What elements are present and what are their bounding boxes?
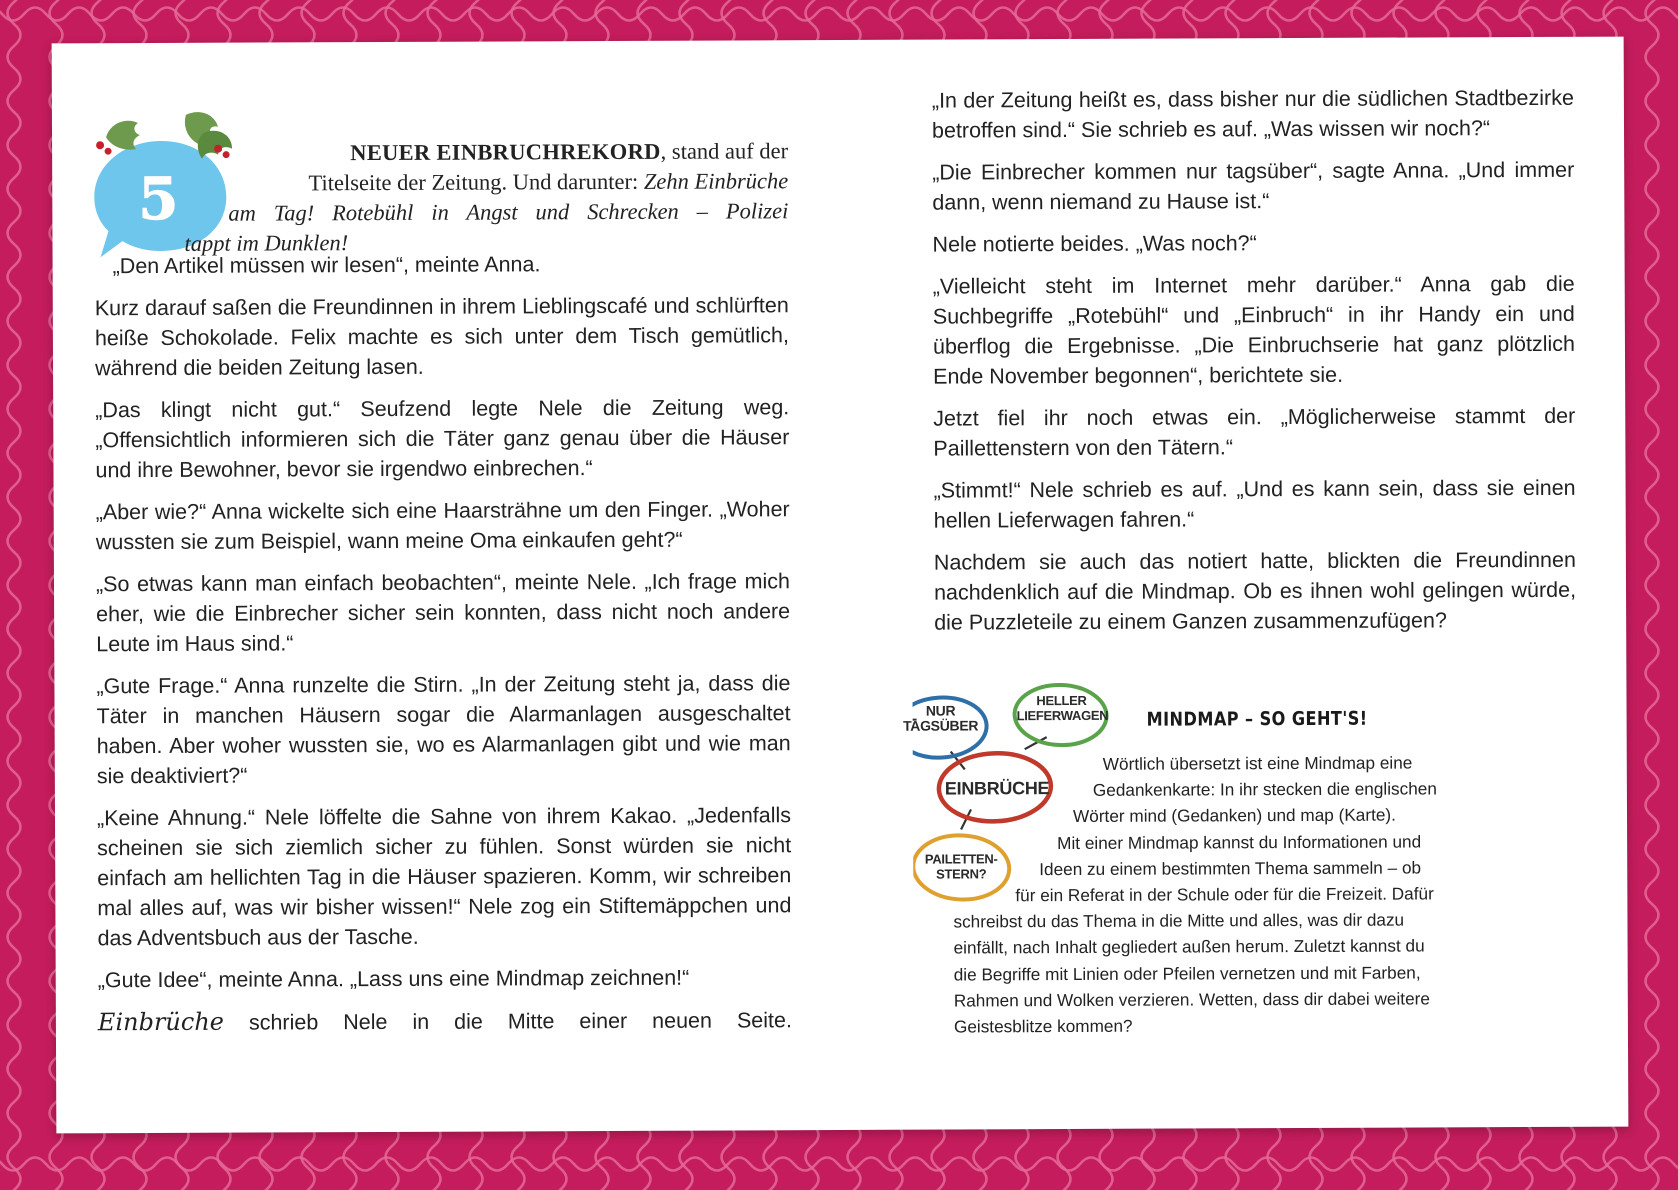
left-page-column	[94, 86, 792, 1050]
mm-line: Ideen zu einem bestimmten Thema sammeln – ob	[1039, 857, 1422, 879]
mm-line: Geistesblitze kommen?	[953, 1015, 1133, 1037]
script-word: Einbrüche	[97, 1007, 225, 1037]
mindmap-node-nur-tagsueber	[901, 703, 981, 733]
paragraph: „Vielleicht steht im Internet mehr darüber.“ Anna gab die Suchbegriffe „Rotebühl“ und „Einbruch“ in ihr Handy ein und überflog die Ergebnisse. „Die Einbruchserie hat ganz plötzlich Ende November begonnen“, berichtete sie.	[932, 271, 1576, 389]
mm-line: die Begriffe mit Linien oder Pfeilen vernetzen und mit Farben,	[953, 962, 1421, 985]
mm-line: einfällt, nach Inhalt gegliedert außen herum. Zuletzt kannst du	[953, 935, 1425, 958]
paragraph: „Gute Frage.“ Anna runzelte die Stirn. „In der Zeitung steht ja, dass die Täter in manchen Häusern sogar die Alarmanlagen ausgeschaltet haben. Aber woher wussten sie, wo es Alarmanlagen gibt und wie man sie deaktiviert?“	[96, 671, 791, 789]
paragraph: Nele notierte beides. „Was noch?“	[932, 231, 1257, 257]
intro-italic-1: Zehn Einbrüche	[643, 168, 789, 194]
intro-text	[228, 136, 788, 228]
paragraph: Kurz darauf saßen die Freundinnen in ihrem Lieblingscafé und schlürften heiße Schokolade. Felix machte es sich unter dem Tisch gemütlich, während die beiden Zeitung lasen.	[94, 293, 789, 381]
paragraph: „Die Einbrecher kommen nur tagsüber“, sagte Anna. „Und immer dann, wenn niemand zu Hause ist.“	[932, 157, 1575, 215]
paragraph: „Den Artikel müssen wir lesen“, meinte Anna.	[112, 252, 541, 279]
paragraph: „Keine Ahnung.“ Nele löffelte die Sahne von ihrem Kakao. „Jedenfalls scheinen sie sich ziemlich sicher zu fühlen. Sonst würden sie nicht einfach am hellichten Tag in die Häuser spazieren. Komm, wir schreiben mal alles auf, was wir bisher wissen!“ Nele zog ein Stiftemäppchen und das Adventsbuch aus der Tasche.	[96, 803, 792, 951]
node-line: STERN?	[936, 866, 987, 882]
wave-line	[1646, 0, 1659, 1190]
node-line: TAGSÜBER	[903, 717, 979, 734]
intro-italic-2: am Tag! Rotebühl in Angst und Schrecken – Polizei	[228, 198, 789, 226]
mindmap-node-heller-lieferwagen	[1016, 692, 1109, 724]
book-page-spread	[52, 37, 1629, 1134]
node-line: PAILETTEN-	[924, 851, 998, 867]
wave-line	[8, 0, 21, 1190]
mm-line: schreibst du das Thema in die Mitte und alles, was dir dazu	[953, 909, 1405, 932]
chapter-number: 5	[137, 164, 179, 234]
mindmap-explanation	[953, 749, 1494, 1040]
headline: NEUER EINBRUCHREKORD	[350, 138, 661, 166]
mm-line: Mit einer Mindmap kannst du Informationen und	[1057, 831, 1422, 853]
mm-line: Gedankenkarte: In ihr stecken die englischen	[1092, 778, 1437, 801]
node-line: HELLER	[1036, 692, 1087, 709]
paragraph: Nachdem sie auch das notiert hatte, blickten die Freundinnen nachdenklich auf die Mindmap. Ob es ihnen wohl gelingen würde, die Puzzleteile zu einem Ganzen zusammenzufügen?	[933, 547, 1577, 635]
chapter-intro	[94, 86, 789, 256]
mindmap-infobox	[903, 677, 1574, 1060]
right-page-column	[932, 83, 1576, 650]
wave-line	[0, 8, 1678, 21]
intro-italic-3: tappt im Dunklen!	[184, 230, 349, 256]
paragraph: „Das klingt nicht gut.“ Seufzend legte Nele die Zeitung weg. „Offensichtlich informieren sich die Täter ganz genau über die Häuser und ihre Bewohner, bevor sie irgendwo einbrechen.“	[95, 395, 790, 483]
paragraph: „So etwas kann man einfach beobachten“, meinte Nele. „Ich frage mich eher, wie die Einbrecher sicher sein konnten, dass nicht noch andere Leute im Haus sind.“	[95, 569, 791, 657]
intro-line2-prefix: Titelseite der Zeitung. Und darunter:	[308, 168, 644, 196]
wave-line	[0, 1158, 1678, 1171]
mm-line: für ein Referat in der Schule oder für die Freizeit. Dafür	[1015, 883, 1434, 906]
mm-line: Wörtlich übersetzt ist eine Mindmap eine	[1102, 752, 1413, 774]
paragraph: „Gute Idee“, meinte Anna. „Lass uns eine Mindmap zeichnen!“	[97, 965, 690, 993]
paragraph: Jetzt fiel ihr noch etwas ein. „Möglicherweise stammt der Paillettenstern von den Tätern.“	[933, 403, 1576, 461]
mindmap-node-einbrueche: EINBRÜCHE	[944, 778, 1050, 799]
mm-line: Rahmen und Wolken verzieren. Wetten, dass dir dabei weitere	[953, 988, 1430, 1011]
mm-line: Wörter mind (Gedanken) und map (Karte).	[1072, 804, 1396, 827]
paragraph: „Aber wie?“ Anna wickelte sich eine Haarsträhne um den Finger. „Woher wussten sie zum Beispiel, wann meine Oma einkaufen geht?“	[95, 497, 790, 555]
paragraph-last	[98, 1004, 792, 1038]
node-line: LIEFERWAGEN	[1016, 707, 1109, 724]
paragraph: „In der Zeitung heißt es, dass bisher nur die südlichen Stadtbezirke betroffen sind.“ Sie schrieb es auf. „Was wissen wir noch?“	[931, 85, 1574, 143]
paragraph: „Stimmt!“ Nele schrieb es auf. „Und es kann sein, dass sie einen hellen Lieferwagen fahren.“	[933, 475, 1576, 533]
intro-rest: , stand auf der	[660, 138, 789, 164]
paragraph-last-text: schrieb Nele in die Mitte einer neuen Seite.	[248, 1008, 792, 1035]
mindmap-title: MINDMAP – SO GEHT'S!	[1146, 707, 1368, 731]
node-line: NUR	[925, 702, 956, 719]
